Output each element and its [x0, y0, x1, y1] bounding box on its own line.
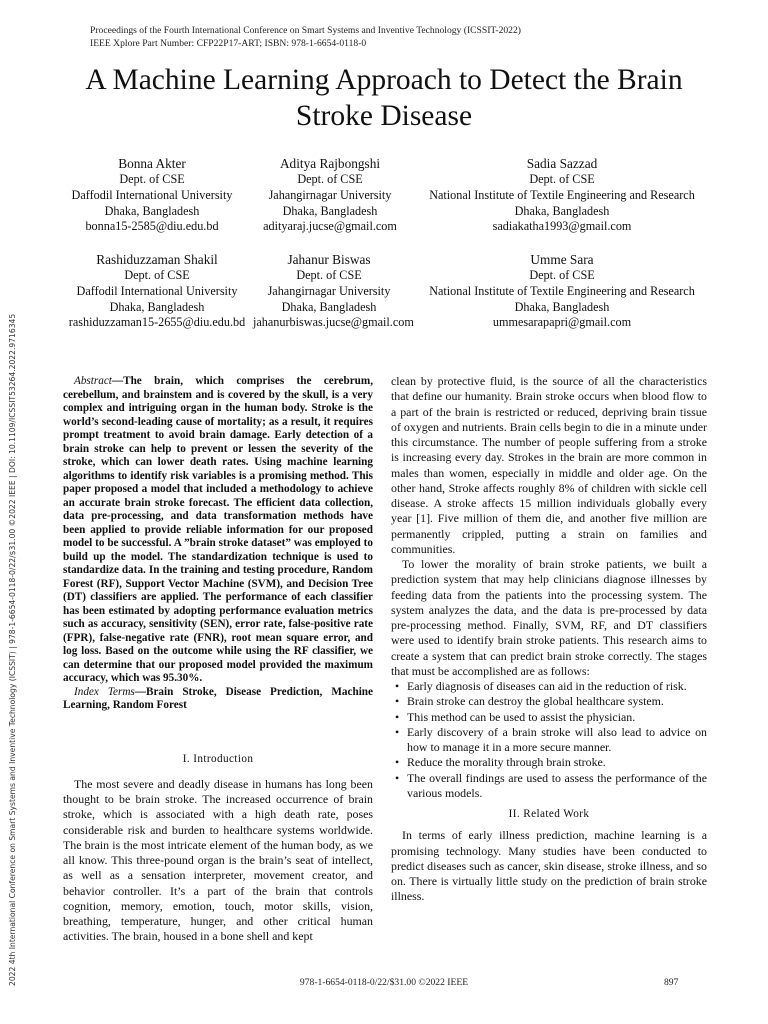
- index-terms-label: Index Terms: [74, 685, 135, 698]
- list-item: • Reduce the morality through brain stroke.: [395, 755, 606, 770]
- header-line-1: Proceedings of the Fourth International Conference on Smart Systems and Inventive Technology (ICSSIT-2022): [90, 25, 521, 36]
- author-dept: Dept. of CSE: [529, 268, 595, 282]
- index-terms-text: —Brain Stroke, Disease Prediction, Machine Learning, Random Forest: [63, 685, 373, 711]
- list-item: • Early diagnosis of diseases can aid in the reduction of risk.: [395, 679, 687, 693]
- author-name: Aditya Rajbongshi: [279, 156, 381, 171]
- author-institution: National Institute of Textile Engineering and Research: [429, 283, 695, 298]
- author-dept: Dept. of CSE: [119, 172, 185, 186]
- author-institution: National Institute of Textile Engineering and Research: [429, 187, 695, 202]
- list-item: • This method can be used to assist the physician.: [395, 709, 636, 724]
- author-block: [240, 155, 420, 235]
- author-institution: Jahangirnagar University: [268, 187, 392, 202]
- author-location: Dhaka, Bangladesh: [109, 299, 205, 314]
- author-location: Dhaka, Bangladesh: [514, 299, 610, 314]
- author-name: Rashiduzzaman Shakil: [96, 252, 218, 267]
- left-column: [63, 375, 373, 945]
- author-block: [42, 155, 262, 235]
- author-institution: Daffodil International University: [76, 283, 238, 298]
- author-email: ummesarapapri@gmail.com: [492, 315, 632, 330]
- bullet-icon: •: [395, 694, 400, 709]
- author-name: Bonna Akter: [118, 156, 186, 171]
- author-dept: Dept. of CSE: [297, 172, 363, 186]
- author-name: Umme Sara: [530, 252, 594, 267]
- author-location: Dhaka, Bangladesh: [281, 299, 377, 314]
- author-email: adityaraj.jucse@gmail.com: [263, 219, 397, 234]
- objectives-list: [391, 679, 707, 801]
- author-block: [412, 251, 712, 331]
- abstract-text: —The brain, which comprises the cerebrum, cerebellum, and brainstem and is covered by the skull, is a very complex and intriguing organ in the human body. Stroke is the world’s second-leading cause of mortality; as a result, it requires prompt treatment to avoid brain damage. Early detection of a brain stroke can help to prevent or lessen the severity of the stroke, which can lower death rates. Using machine learning algorithms to identify risk variables is a promising method. This paper proposed a model that included a methodology to achieve an accurate brain stroke forecast. The efficient data collection, data pre-processing, and data transformation methods have been applied to provide reliable information for our proposed model to be successful. A ”brain stroke dataset” was employed to build up the model. The standardization technique is used to standardize data. In the training and testing procedure, Random Forest (RF), Support Vector Machine (SVM), and Decision Tree (DT) classifiers are applied. The performance of each classifier has been estimated by adopting performance evaluation metrics such as accuracy, sensitivity (SEN), error rate, false-positive rate (FPR), false-negative rate (FNR), root mean square error, and log loss. Based on the outcome while using the RF classifier, we can determine that our proposed model provided the maximum accuracy, which was 95.30%.: [63, 375, 373, 684]
- section-heading: I. Introduction: [182, 752, 254, 765]
- conference-header: [90, 25, 521, 50]
- author-dept: Dept. of CSE: [124, 268, 190, 282]
- author-email: bonna15-2585@diu.edu.bd: [85, 219, 219, 234]
- author-email: sadiakatha1993@gmail.com: [492, 219, 632, 234]
- paper-title: [30, 62, 738, 134]
- author-name: Sadia Sazzad: [526, 156, 598, 171]
- bullet-icon: •: [395, 679, 400, 693]
- abstract-label: Abstract: [74, 375, 112, 387]
- author-name: Jahanur Biswas: [287, 252, 371, 267]
- author-location: Dhaka, Bangladesh: [282, 203, 378, 218]
- author-dept: Dept. of CSE: [529, 172, 595, 186]
- header-line-2: IEEE Xplore Part Number: CFP22P17-ART; ISBN: 978-1-6654-0118-0: [90, 37, 367, 49]
- footer-copyright: 978-1-6654-0118-0/22/$31.00 ©2022 IEEE: [299, 977, 469, 988]
- list-item: • The overall findings are used to assess the performance of the various models.: [395, 770, 707, 800]
- bullet-icon: •: [395, 755, 400, 770]
- bullet-icon: •: [395, 770, 400, 785]
- paragraph: In terms of early illness prediction, machine learning is a promising technology. Many studies have been conducted to predict diseases such as cancer, skin disease, stroke illness, and so on. There is virtually little study on the prediction of brain stroke illness.: [391, 828, 707, 904]
- author-location: Dhaka, Bangladesh: [514, 203, 610, 218]
- right-column: [391, 374, 707, 905]
- author-institution: Jahangirnagar University: [267, 283, 391, 298]
- author-email: rashiduzzaman15-2655@diu.edu.bd: [68, 315, 246, 330]
- author-block: [253, 251, 414, 331]
- author-location: Dhaka, Bangladesh: [104, 203, 200, 218]
- bullet-icon: •: [395, 709, 400, 724]
- abstract: [63, 375, 373, 686]
- paragraph: To lower the morality of brain stroke patients, we built a prediction system that may help clinicians diagnose illnesses by feeding data from the patients into the processing system. The system analyzes the data, and the data is pre-processed by data pre-processing method. Finally, SVM, RF, and DT classifiers were used to identify brain stroke patients. This research aims to create a system that can predict brain stroke correctly. The stages that must be accomplished are as follows:: [391, 557, 707, 678]
- title-line-1: A Machine Learning Approach to Detect the Brain: [85, 64, 683, 96]
- bullet-icon: •: [395, 724, 400, 739]
- page-number: 897: [664, 977, 679, 988]
- section-heading: II. Related Work: [508, 808, 590, 820]
- author-block: [57, 251, 257, 331]
- title-line-2: Stroke Disease: [295, 100, 473, 132]
- paragraph: clean by protective fluid, is the source of all the characteristics that define our humanity. Brain stroke occurs when blood flow to a part of the brain is restricted or reduced, depriving brain tissue of oxygen and nutrients. Brain cells begin to die in a minute under this circumstance. The number of people suffering from a stroke is increasing every day. Strokes in the brain are more common in males than women, especially in middle and older age. On the other hand, Stroke affects roughly 8% of children with sickle cell disease. A stroke affects 15 million individuals globally every year [1]. Five million of them die, and another five million are permanently crippled, putting a strain on families and communities.: [391, 374, 707, 556]
- list-item: • Brain stroke can destroy the global healthcare system.: [395, 694, 664, 709]
- author-block: [412, 155, 712, 235]
- author-institution: Daffodil International University: [71, 187, 233, 202]
- paragraph: The most severe and deadly disease in humans has long been thought to be brain stroke. The increased occurrence of brain stroke, which is associated with a high death rate, poses considerable risk and burden to healthcare systems worldwide. The brain is the most intricate element of the human body, as we all know. This three-pound organ is the brain’s seat of intellect, as well as a sensation interpreter, movement creator, and behavior controller. It’s a part of the brain that controls cognition, memory, emotion, touch, motor skills, vision, breathing, temperature, hunger, and other critical human activities. The brain, housed in a bone shell and kept: [63, 776, 373, 944]
- author-email: jahanurbiswas.jucse@gmail.com: [253, 315, 414, 330]
- index-terms: [63, 686, 373, 713]
- list-item: • Early discovery of a brain stroke will also lead to advice on how to manage it in a more secure manner.: [395, 724, 707, 754]
- sidebar-citation: 2022 4th International Conference on Smart Systems and Inventive Technology (ICSSIT) | 978-1-6654-0118-0/22/$31.00 ©2022 IEEE | DOI: 10.1109/ICSSIT53264.2022.9716345: [8, 313, 17, 986]
- author-dept: Dept. of CSE: [296, 268, 362, 282]
